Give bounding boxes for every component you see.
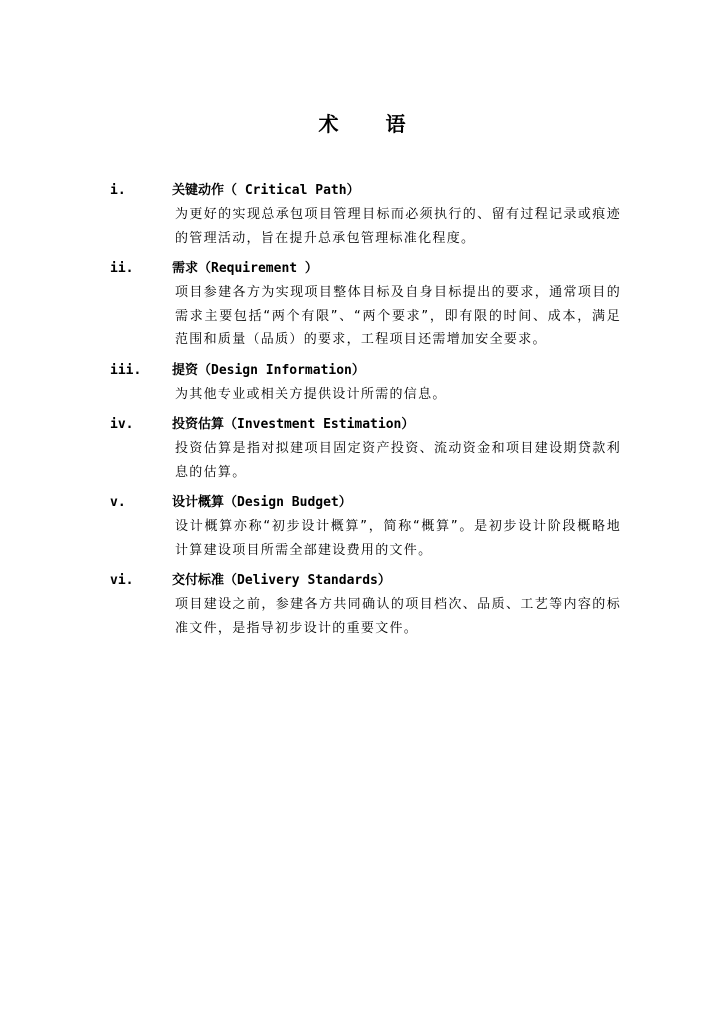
term-list: [110, 179, 620, 647]
term-item: [110, 569, 620, 640]
term-name: 交付标准（Delivery Standards）: [172, 573, 391, 588]
page-title: 术 语: [318, 112, 426, 136]
term-name: 需求（Requirement ）: [172, 261, 318, 276]
term-number: iv.: [110, 417, 134, 432]
term-description: 为其他专业或相关方提供设计所需的信息。: [175, 386, 447, 402]
term-item: [110, 179, 620, 250]
term-description: 项目参建各方为实现项目整体目标及自身目标提出的要求，通常项目的需求主要包括“两个有限”、“两个要求”，即有限的时间、成本，满足范围和质量（品质）的要求，工程项目还需增加安全要求。: [175, 285, 621, 347]
term-item: [110, 413, 620, 484]
term-number: v.: [110, 495, 126, 510]
term-item: [110, 491, 620, 562]
term-description: 设计概算亦称“初步设计概算”，简称“概算”。是初步设计阶段概略地计算建设项目所需全部建设费用的文件。: [175, 519, 621, 558]
term-name: 设计概算（Design Budget）: [172, 495, 352, 510]
term-heading: [110, 359, 620, 383]
term-description: 项目建设之前，参建各方共同确认的项目档次、品质、工艺等内容的标准文件，是指导初步设计的重要文件。: [175, 597, 621, 636]
term-name: 提资（Design Information）: [172, 362, 365, 378]
term-heading: [110, 491, 620, 515]
term-heading: [110, 413, 620, 437]
term-heading: [110, 257, 620, 281]
term-description: 投资估算是指对拟建项目固定资产投资、流动资金和项目建设期贷款利息的估算。: [175, 441, 621, 480]
term-name: 投资估算（Investment Estimation）: [172, 417, 415, 432]
term-heading: [110, 569, 620, 593]
term-item: [110, 359, 620, 407]
term-number: iii.: [110, 362, 142, 378]
term-name: 关键动作（ Critical Path）: [172, 183, 360, 198]
term-item: [110, 257, 620, 352]
term-number: ii.: [110, 261, 134, 276]
term-heading: [110, 179, 620, 203]
term-number: i.: [110, 183, 126, 198]
term-description: 为更好的实现总承包项目管理目标而必须执行的、留有过程记录或痕迹的管理活动，旨在提升总承包管理标准化程度。: [175, 207, 621, 246]
term-number: vi.: [110, 573, 134, 588]
